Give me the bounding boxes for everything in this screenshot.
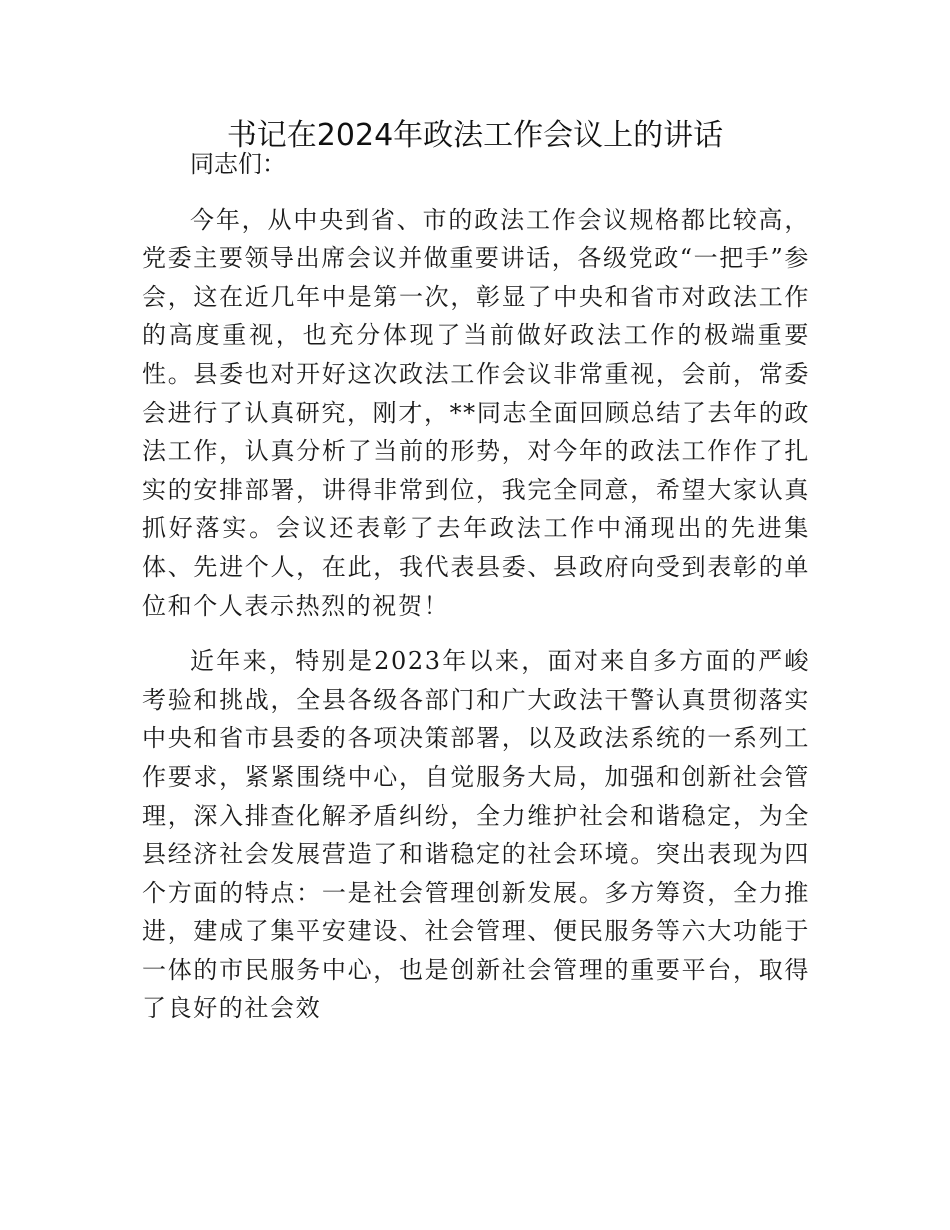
document-body — [142, 145, 810, 1028]
document-title: 书记在2024年政法工作会议上的讲话 — [226, 118, 724, 153]
salutation: 同志们： — [190, 150, 286, 178]
paragraph-achievements: 近年来，特别是2023年以来，面对来自多方面的严峻考验和挑战，全县各级各部门和广大政法干警认真贯彻落实中央和省市县委的各项决策部署，以及政法系统的一系列工作要求，紧紧围绕中心，自觉服务大局，加强和创新社会管理，深入排查化解矛盾纠纷，全力维护社会和谐稳定，为全县经济社会发展营造了和谐稳定的社会环境。突出表现为四个方面的特点：一是社会管理创新发展。多方筹资，全力推进，建成了集平安建设、社会管理、便民服务等六大功能于一体的市民服务中心，也是创新社会管理的重要平台，取得了良好的社会效 — [142, 647, 810, 1023]
paragraph-opening: 今年，从中央到省、市的政法工作会议规格都比较高，党委主要领导出席会议并做重要讲话，各级党政“一把手”参会，这在近几年中是第一次，彰显了中央和省市对政法工作的高度重视，也充分体现了当前做好政法工作的极端重要性。县委也对开好这次政法工作会议非常重视，会前，常委会进行了认真研究，刚才，**同志全面回顾总结了去年的政法工作，认真分析了当前的形势，对今年的政法工作作了扎实的安排部署，讲得非常到位，我完全同意，希望大家认真抓好落实。会议还表彰了去年政法工作中涌现出的先进集体、先进个人，在此，我代表县委、县政府向受到表彰的单位和个人表示热烈的祝贺！ — [142, 205, 810, 620]
